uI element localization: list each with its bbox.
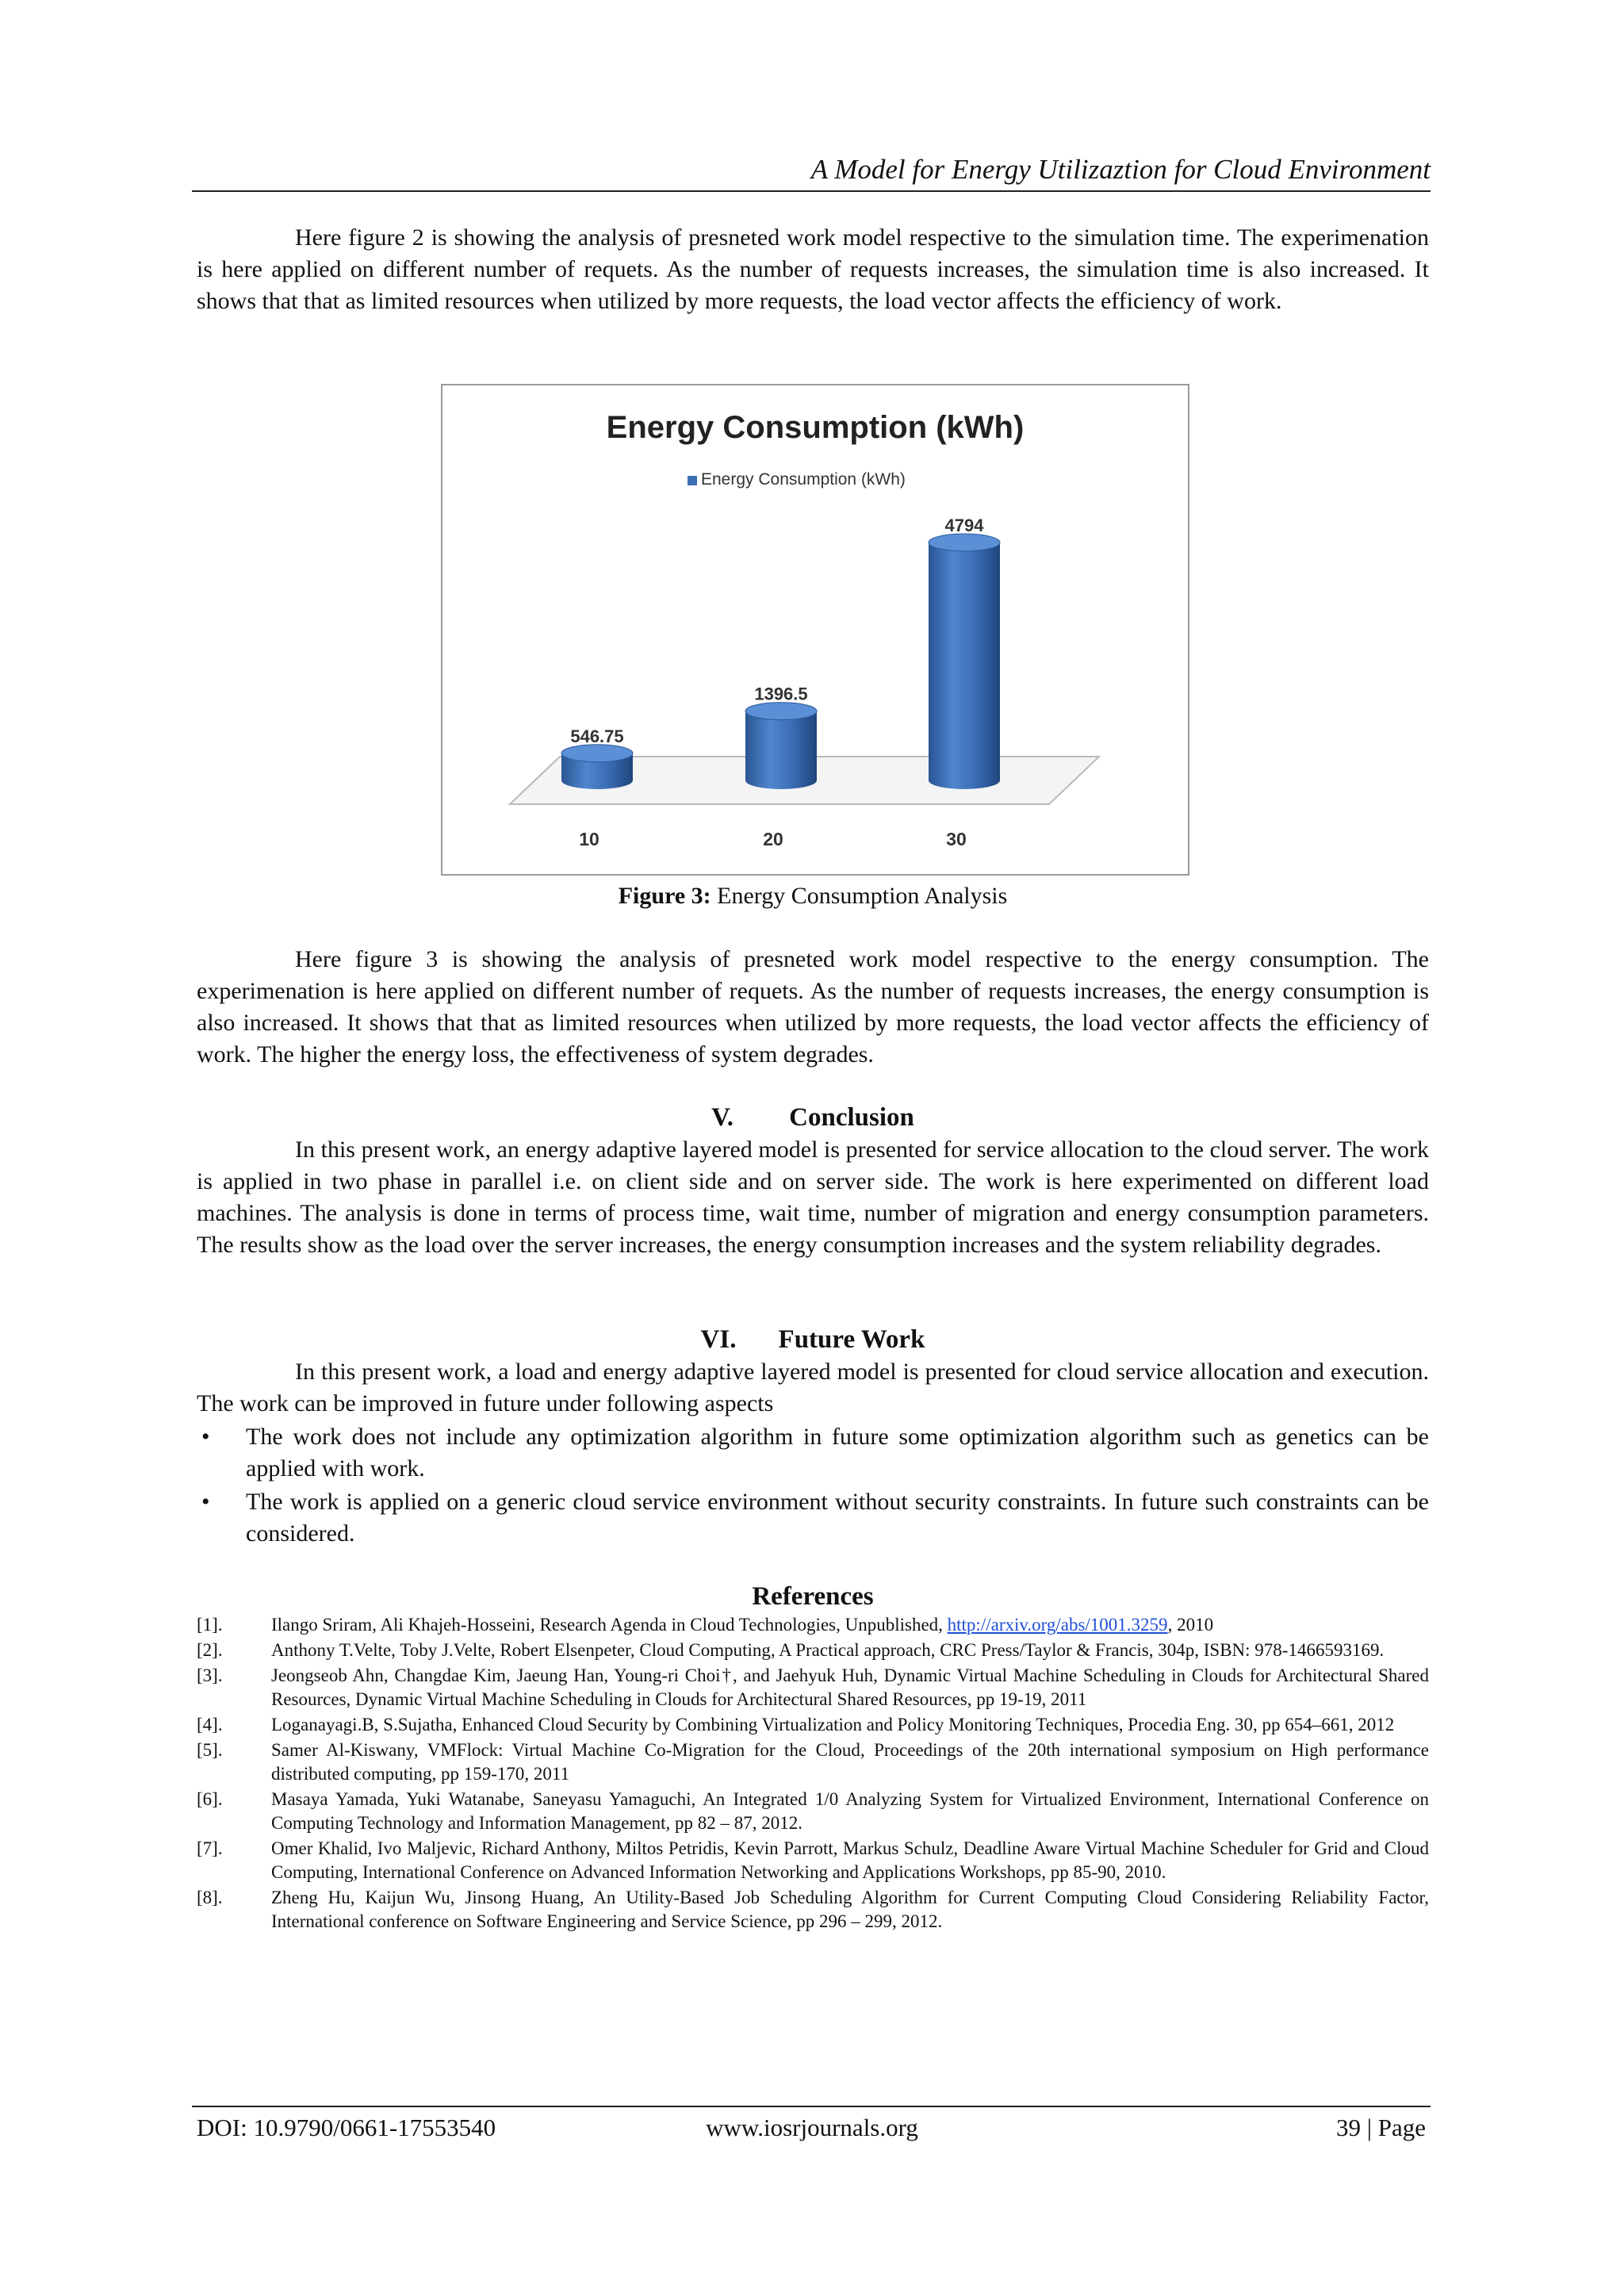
references-heading: References xyxy=(752,1582,874,1611)
reference-text: Anthony T.Velte, Toby J.Velte, Robert Elsenpeter, Cloud Computing, A Practical approach, CRC Press/Taylor & Francis, 304p, ISBN: 978-1466593169. xyxy=(271,1640,1385,1660)
bars-layer xyxy=(561,534,1000,789)
figure-caption xyxy=(197,880,1429,912)
reference-number: [7]. xyxy=(197,1838,223,1858)
reference-text: Ilango Sriram, Ali Khajeh-Hosseini, Research Agenda in Cloud Technologies, Unpublished, xyxy=(271,1615,948,1635)
chart-canvas xyxy=(442,385,1188,874)
bar-top xyxy=(561,745,633,762)
list-item-text: The work is applied on a generic cloud service environment without security constraints. In future such constraints can be considered. xyxy=(246,1489,1429,1547)
reference-item xyxy=(197,1639,1429,1662)
reference-item xyxy=(197,1713,1429,1737)
bar-20 xyxy=(745,703,817,789)
bar-top xyxy=(745,703,817,720)
x-tick-label-10: 10 xyxy=(579,829,599,849)
data-label-20: 1396.5 xyxy=(754,684,808,704)
bar-top xyxy=(929,534,1000,551)
reference-number: [1]. xyxy=(197,1615,223,1635)
conclusion-heading xyxy=(197,1101,1429,1134)
energy-consumption-chart xyxy=(441,384,1189,876)
future-work-paragraph: In this present work, a load and energy adaptive layered model is presented for cloud service allocation and execution. The work can be improved in future under following aspects xyxy=(197,1359,1429,1416)
reference-number: [4]. xyxy=(197,1715,223,1734)
footer-website: www.iosrjournals.org xyxy=(706,2114,918,2141)
reference-number: [5]. xyxy=(197,1740,223,1760)
figure-caption-label: Figure 3: xyxy=(618,883,711,909)
future-work-list xyxy=(197,1421,1429,1551)
reference-item xyxy=(197,1613,1429,1637)
reference-text: Zheng Hu, Kaijun Wu, Jinsong Huang, An Utility-Based Job Scheduling Algorithm for Current Computing Cloud Considering Reliability Factor, International conference on Software Engineering and Service Science, pp 296 – 299, 2012. xyxy=(271,1888,1429,1931)
header-divider xyxy=(192,190,1431,192)
reference-text: Samer Al-Kiswany, VMFlock: Virtual Machine Co-Migration for the Cloud, Proceedings of the 20th international symposium on High performance distributed computing, pp 159-170, 2011 xyxy=(271,1740,1429,1784)
list-item-text: The work does not include any optimization algorithm in future some optimization algorithm such as genetics can be applied with work. xyxy=(246,1424,1429,1481)
reference-item xyxy=(197,1837,1429,1884)
legend-label: Energy Consumption (kWh) xyxy=(701,470,906,489)
data-label-30: 4794 xyxy=(944,516,984,535)
reference-text: Jeongseob Ahn, Changdae Kim, Jaeung Han, Young-ri Choi†, and Jaehyuk Huh, Dynamic Virtual Machine Scheduling in Clouds for Architectural Shared Resources, Dynamic Virtual Machine Scheduling in Clouds for Architectural Shared Resources, pp 19-19, 2011 xyxy=(271,1665,1429,1709)
conclusion-section-title: Conclusion xyxy=(789,1103,914,1132)
reference-link[interactable]: http://arxiv.org/abs/1001.3259 xyxy=(947,1615,1168,1635)
x-tick-label-20: 20 xyxy=(763,829,783,849)
references-list xyxy=(197,1613,1429,1935)
reference-text: Masaya Yamada, Yuki Watanabe, Saneyasu Yamaguchi, An Integrated 1/0 Analyzing System for Virtualized Environment, International Conference on Computing Technology and Information Management, pp 82 – 87, 2012. xyxy=(271,1789,1429,1833)
list-item xyxy=(197,1486,1429,1550)
list-item xyxy=(197,1421,1429,1485)
reference-number: [2]. xyxy=(197,1640,223,1660)
bullet-icon: • xyxy=(201,1424,210,1450)
conclusion-paragraph: In this present work, an energy adaptive layered model is presented for service allocation to the cloud server. The work is applied in two phase in parallel i.e. on client side and on server side. The work is here experimented on different load machines. The analysis is done in terms of process time, wait time, number of migration and energy consumption parameters. The results show as the load over the server increases, the energy consumption increases and the system reliability degrades. xyxy=(197,1137,1429,1258)
bar-30 xyxy=(929,534,1000,789)
reference-item xyxy=(197,1738,1429,1786)
bar-10 xyxy=(561,745,633,789)
future-section-title: Future Work xyxy=(778,1325,925,1354)
conclusion-section-number: V. xyxy=(711,1103,733,1132)
bullet-icon: • xyxy=(201,1489,210,1515)
bar-body xyxy=(745,711,817,789)
chart-title: Energy Consumption (kWh) xyxy=(606,410,1025,445)
reference-number: [8]. xyxy=(197,1888,223,1907)
reference-text: Omer Khalid, Ivo Maljevic, Richard Anthony, Miltos Petridis, Kevin Parrott, Markus Schulz, Deadline Aware Virtual Machine Scheduler for Grid and Cloud Computing, International Conference on Advanced Information Networking and Applications Workshops, pp 85-90, 2010. xyxy=(271,1838,1429,1882)
reference-item xyxy=(197,1886,1429,1934)
figure-caption-text: Energy Consumption Analysis xyxy=(710,883,1008,909)
reference-text: Loganayagi.B, S.Sujatha, Enhanced Cloud Security by Combining Virtualization and Policy Monitoring Techniques, Procedia Eng. 30, pp 654–661, 2012 xyxy=(271,1715,1395,1734)
future-section-number: VI. xyxy=(700,1325,737,1354)
future-work-heading xyxy=(197,1323,1429,1356)
bar-body xyxy=(929,542,1000,789)
reference-number: [3]. xyxy=(197,1665,223,1685)
footer-doi: DOI: 10.9790/0661-17553540 xyxy=(197,2114,496,2141)
reference-item xyxy=(197,1664,1429,1711)
reference-item xyxy=(197,1788,1429,1835)
reference-text-after: , 2010 xyxy=(1167,1615,1214,1635)
footer-divider xyxy=(192,2106,1431,2107)
running-header-title: A Model for Energy Utilizaztion for Cloud Environment xyxy=(810,154,1431,185)
figure3-discussion-paragraph: Here figure 3 is showing the analysis of presneted work model respective to the energy consumption. The experimenation is here applied on different number of requets. As the number of requests increases, the energy consumption is also increased. It shows that that as limited resources when utilized by more requests, the load vector affects the efficiency of work. The higher the energy loss, the effectiveness of system degrades. xyxy=(197,946,1429,1068)
figure2-discussion-paragraph: Here figure 2 is showing the analysis of presneted work model respective to the simulation time. The experimenation is here applied on different number of requets. As the number of requests increases, the simulation time is also increased. It shows that that as limited resources when utilized by more requests, the load vector affects the efficiency of work. xyxy=(197,224,1429,314)
legend-swatch xyxy=(688,476,697,485)
x-tick-label-30: 30 xyxy=(946,829,967,849)
footer-page-number: 39 | Page xyxy=(1336,2114,1426,2141)
reference-number: [6]. xyxy=(197,1789,223,1809)
data-label-10: 546.75 xyxy=(570,726,624,746)
